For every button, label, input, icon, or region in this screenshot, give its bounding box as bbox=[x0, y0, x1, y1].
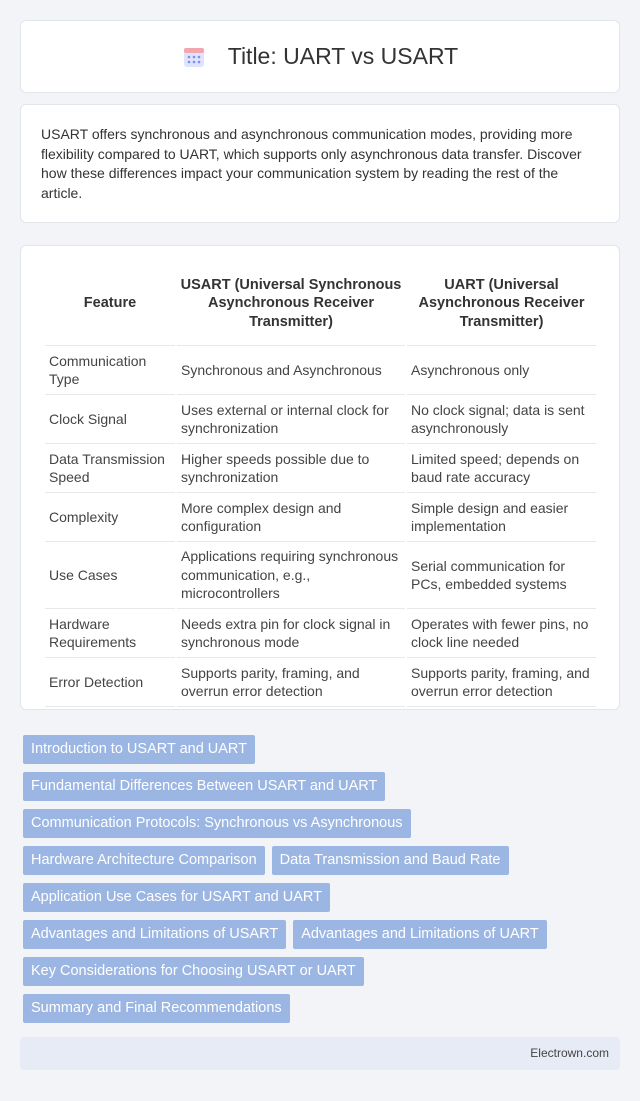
table-row bbox=[45, 609, 596, 658]
feature-cell: Data Transmission Speed bbox=[45, 444, 175, 493]
usart-cell: Needs extra pin for clock signal in synchronous mode bbox=[177, 609, 405, 658]
uart-cell: Serial communication for PCs, embedded systems bbox=[407, 542, 596, 609]
table-header-row bbox=[45, 266, 596, 346]
tag-link[interactable]: Application Use Cases for USART and UART bbox=[23, 883, 330, 912]
feature-cell: Hardware Requirements bbox=[45, 609, 175, 658]
tag-link[interactable]: Key Considerations for Choosing USART or UART bbox=[23, 957, 364, 986]
title-card bbox=[20, 20, 620, 93]
tag-link[interactable]: Introduction to USART and UART bbox=[23, 735, 255, 764]
usart-cell: Supports parity, framing, and overrun error detection bbox=[177, 658, 405, 707]
feature-cell: Clock Signal bbox=[45, 395, 175, 444]
footer-site-name: Electrown.com bbox=[530, 1046, 609, 1060]
tag-link[interactable]: Communication Protocols: Synchronous vs Asynchronous bbox=[23, 809, 411, 838]
feature-cell: Complexity bbox=[45, 493, 175, 542]
usart-cell: More complex design and configuration bbox=[177, 493, 405, 542]
feature-cell: Use Cases bbox=[45, 542, 175, 609]
uart-cell: Supports parity, framing, and overrun error detection bbox=[407, 658, 596, 707]
comparison-table bbox=[43, 266, 598, 707]
tag-link[interactable]: Fundamental Differences Between USART and UART bbox=[23, 772, 385, 801]
tag-link[interactable]: Summary and Final Recommendations bbox=[23, 994, 290, 1023]
tag-link[interactable]: Data Transmission and Baud Rate bbox=[272, 846, 509, 875]
table-row bbox=[45, 346, 596, 395]
table-row bbox=[45, 395, 596, 444]
header-feature: Feature bbox=[45, 266, 175, 346]
usart-cell: Synchronous and Asynchronous bbox=[177, 346, 405, 395]
table-row bbox=[45, 542, 596, 609]
uart-cell: Limited speed; depends on baud rate accuracy bbox=[407, 444, 596, 493]
table-row bbox=[45, 493, 596, 542]
tag-link[interactable]: Hardware Architecture Comparison bbox=[23, 846, 265, 875]
uart-cell: Asynchronous only bbox=[407, 346, 596, 395]
feature-cell: Communication Type bbox=[45, 346, 175, 395]
page-title: Title: UART vs USART bbox=[227, 43, 459, 69]
uart-cell: Operates with fewer pins, no clock line needed bbox=[407, 609, 596, 658]
tag-link[interactable]: Advantages and Limitations of USART bbox=[23, 920, 286, 949]
header-uart: UART (Universal Asynchronous Receiver Transmitter) bbox=[407, 266, 596, 346]
header-usart: USART (Universal Synchronous Asynchronous Receiver Transmitter) bbox=[177, 266, 405, 346]
usart-cell: Higher speeds possible due to synchronization bbox=[177, 444, 405, 493]
feature-cell: Error Detection bbox=[45, 658, 175, 707]
table-row bbox=[45, 444, 596, 493]
intro-card bbox=[20, 104, 620, 223]
usart-cell: Uses external or internal clock for synchronization bbox=[177, 395, 405, 444]
footer bbox=[20, 1037, 620, 1070]
intro-text: USART offers synchronous and asynchronous communication modes, providing more flexibility compared to UART, which supports only asynchronous data transfer. Discover how these differences impact your communication system by reading the rest of the article. bbox=[41, 126, 582, 201]
uart-cell: No clock signal; data is sent asynchronously bbox=[407, 395, 596, 444]
uart-cell: Simple design and easier implementation bbox=[407, 493, 596, 542]
topic-tags bbox=[23, 735, 603, 1031]
table-row bbox=[45, 658, 596, 707]
calendar-icon bbox=[182, 45, 206, 69]
comparison-table-card bbox=[20, 245, 620, 710]
usart-cell: Applications requiring synchronous communication, e.g., microcontrollers bbox=[177, 542, 405, 609]
tag-link[interactable]: Advantages and Limitations of UART bbox=[293, 920, 547, 949]
